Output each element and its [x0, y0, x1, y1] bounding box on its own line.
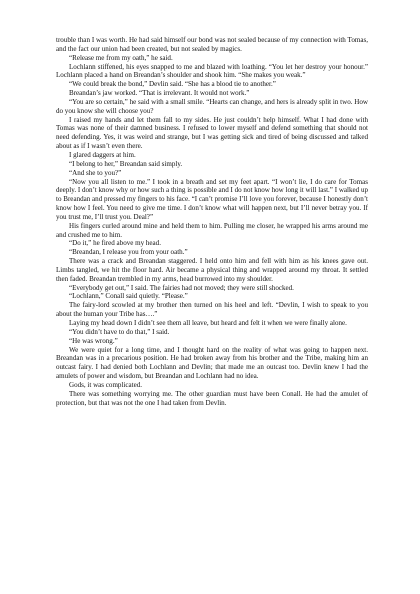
- paragraph-18: The fairy-lord scowled at my brother then turned on his heel and left. “Devlin, I wish to speak to you about the human your Tribe has….”: [56, 301, 368, 319]
- paragraph-17: “Lochlann,” Conall said quietly. “Please.”: [69, 292, 188, 301]
- paragraph-7: I raised my hands and let them fall to my sides. He just couldn’t help himself. What I had done with Tomas was none of their damned business. I refused to lower myself and defend something that should not need defending. Yes, it was weird and strange, but I was getting sick and tired of being discussed and talked about as if I wasn’t even there.: [56, 115, 368, 151]
- paragraph-13: “Do it,” he fired above my head.: [69, 239, 161, 248]
- paragraph-21: “He was wrong.”: [69, 336, 118, 345]
- paragraph-24: There was something worrying me. The other guardian must have been Conall. He had the amulet of protection, but that was not the one I had taken from Devlin.: [56, 389, 368, 407]
- paragraph-1: trouble than I was worth. He had said himself our bond was not sealed because of my connection with Tomas, and the fact our union had been created, but not sealed by magics.: [56, 36, 368, 53]
- paragraph-3: Lochlann stiffened, his eyes snapped to me and blazed with loathing. “You let her destroy your honour.” Lochlann placed a hand on Breandan’s shoulder and shook him. “She makes you weak.”: [56, 62, 368, 80]
- paragraph-10: “And she to you?”: [69, 168, 122, 177]
- paragraph-6: “You are so certain,” he said with a small smile. “Hearts can change, and hers is already split in two. How do you know she will choose you?: [56, 97, 368, 115]
- paragraph-20: “You didn’t have to do that,” I said.: [69, 327, 170, 336]
- paragraph-22: We were quiet for a long time, and I thought hard on the reality of what was going to happen next. Breandan was in a precarious position. He had broken away from his brother and the Tribe, making him an outcast fairy. I had denied both Lochlann and Devlin; that made me an outcast too. Devlin knew I had the amulets of power and wisdom, but Breandan and Lochlann had no idea.: [56, 345, 368, 381]
- paragraph-12: His fingers curled around mine and held them to him. Pulling me closer, he wrapped his arms around me and crushed me to him.: [56, 221, 368, 239]
- paragraph-15: There was a crack and Breandan staggered. I held onto him and fell with him as his knees gave out. Limbs tangled, we hit the floor hard. Air became a physical thing and wrapped around my throat. It settled then faded. Breandan trembled in my arms, head burrowed into my shoulder.: [56, 257, 368, 283]
- paragraph-2: “Release me from my oath,” he said.: [69, 53, 173, 62]
- paragraph-8: I glared daggers at him.: [69, 150, 136, 159]
- paragraph-14: “Breandan, I release you from your oath.”: [69, 248, 188, 257]
- paragraph-23: Gods, it was complicated.: [69, 380, 142, 389]
- paragraph-4: “We could break the bond,” Devlin said. “She has a blood tie to another.”: [69, 80, 276, 89]
- paragraph-5: Breandan’s jaw worked. “That is irrelevant. It would not work.”: [69, 89, 250, 98]
- paragraph-19: Laying my head down I didn’t see them all leave, but heard and felt it when we were finally alone.: [69, 319, 347, 327]
- paragraph-16: “Everybody get out,” I said. The fairies had not moved; they were still shocked.: [69, 283, 294, 292]
- paragraph-11: “Now you all listen to me.” I took in a breath and set my feet apart. “I won’t lie, I do care for Tomas deeply. I don’t know why or how such a thing is possible and I do not know how long it will last.” I walked up to Breandan and pressed my fingers to his face. “I can’t promise I’ll love you forever, because I honestly don’t know how I feel. You need to give me time. I don’t know what will happen next, but I’ll never betray you. If you trust me, I’ll trust you. Deal?”: [56, 177, 368, 221]
- paragraph-9: “I belong to her,” Breandan said simply.: [69, 159, 183, 168]
